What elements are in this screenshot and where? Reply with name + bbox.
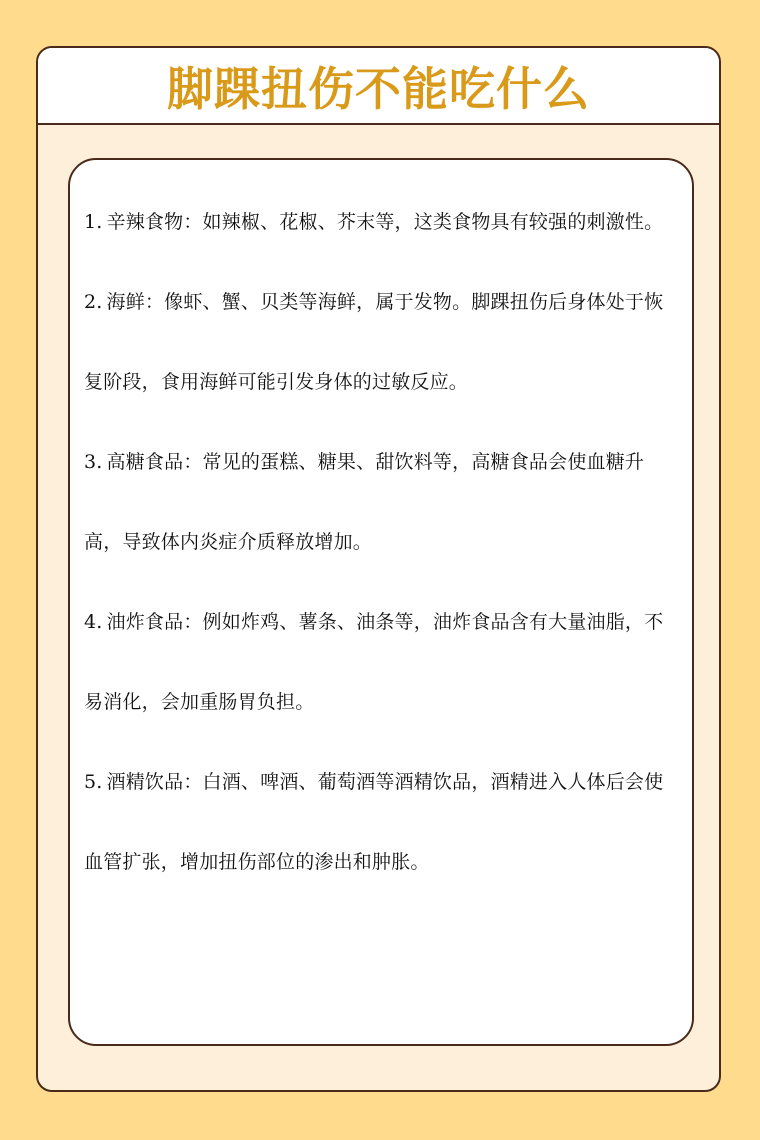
title-bar	[38, 48, 719, 125]
page-title: 脚踝扭伤不能吃什么	[167, 61, 590, 116]
item-number: 3.	[84, 451, 103, 473]
item-number: 2.	[84, 291, 103, 313]
list-item	[84, 582, 682, 742]
item-text: 海鲜：像虾、蟹、贝类等海鲜，属于发物。脚踝扭伤后身体处于恢复阶段，食用海鲜可能引发身体的过敏反应。	[84, 291, 664, 393]
info-card	[36, 46, 721, 1092]
list-item	[84, 422, 682, 582]
list-item	[84, 742, 682, 902]
list-item	[84, 262, 682, 422]
list-item	[84, 182, 682, 262]
item-number: 4.	[84, 611, 103, 633]
item-text: 油炸食品：例如炸鸡、薯条、油条等，油炸食品含有大量油脂，不易消化，会加重肠胃负担。	[84, 611, 664, 713]
item-text: 酒精饮品：白酒、啤酒、葡萄酒等酒精饮品，酒精进入人体后会使血管扩张，增加扭伤部位的渗出和肿胀。	[84, 771, 664, 873]
item-text: 高糖食品：常见的蛋糕、糖果、甜饮料等，高糖食品会使血糖升高，导致体内炎症介质释放增加。	[84, 451, 645, 553]
item-number: 1.	[84, 211, 103, 233]
item-text: 辛辣食物：如辣椒、花椒、芥末等，这类食物具有较强的刺激性。	[106, 211, 664, 233]
content-box	[68, 158, 694, 1046]
food-list	[84, 182, 682, 902]
item-number: 5.	[84, 771, 103, 793]
